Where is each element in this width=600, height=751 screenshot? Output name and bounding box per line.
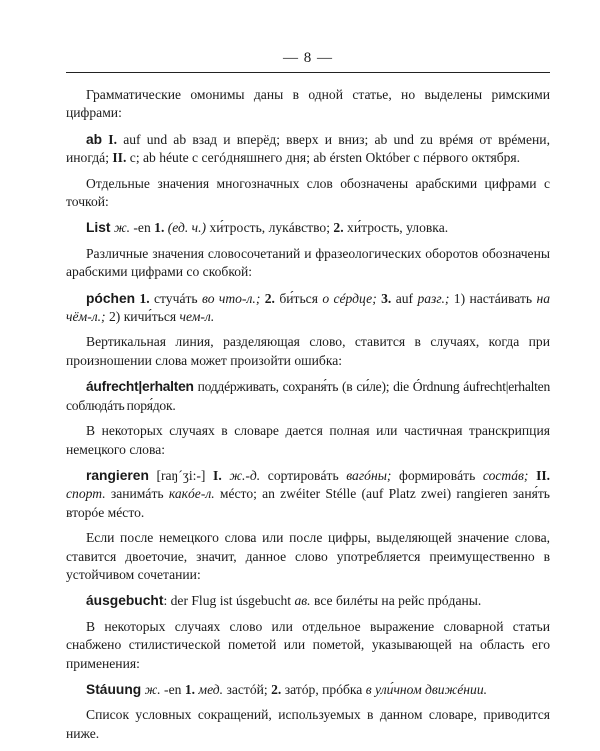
sense-text: мéсто; an zwéiter Stélle (auf Platz zwei) rangieren заня́ть вторóе мéсто. <box>66 486 551 520</box>
headword: ab <box>86 131 103 147</box>
example-rangieren <box>66 467 550 522</box>
headword: List <box>86 220 111 236</box>
header-rule <box>66 72 550 73</box>
sense-number: 2. <box>333 220 344 236</box>
paragraph-transcription: В некоторых случаях в словаре дается полная или частичная транскрипция немецкого слова: <box>66 423 550 457</box>
example-stauung <box>66 681 550 699</box>
gender-mark: ж. <box>144 681 161 697</box>
sense-number: 1. <box>154 220 165 236</box>
sense-text: auf <box>395 290 414 306</box>
page-number: — 8 — <box>283 50 333 66</box>
sense-text: стучáть <box>154 290 198 306</box>
sense-text: : der Flug ist úsgebucht <box>163 593 292 609</box>
example-ab <box>66 131 550 168</box>
headword: rangieren <box>86 467 149 483</box>
example-aufrecht <box>66 378 550 415</box>
usage-mark: ж.-д. <box>229 467 261 483</box>
sense-text: би́ться <box>279 290 318 306</box>
usage-mark: вагóны; <box>346 467 392 483</box>
plural-ending: -en <box>133 220 151 236</box>
sense-text: сортировáть <box>267 467 339 483</box>
headword: póchen <box>86 290 136 306</box>
usage-mark: во что-л.; <box>202 290 261 306</box>
usage-mark: разг.; <box>417 290 450 306</box>
sense-text: хи́трость, лукáвство; <box>209 220 330 236</box>
sense-text: формировáть <box>399 467 476 483</box>
usage-mark: мед. <box>198 681 224 697</box>
example-list <box>66 219 550 237</box>
headword: áufrecht|erhalten <box>86 379 194 395</box>
paragraph-phrase-numbers: Различные значения словосочетаний и фразеологических оборотов обозначены арабскими цифрами со скобкой: <box>66 245 550 280</box>
headword: áusgebucht <box>86 593 164 609</box>
paragraph-stylistic-marks: В некоторых случаях слово или отдельное выражение словарной статьи снабжено стилистической пометой или пометой, указывающей на область его применения: <box>66 618 550 671</box>
example-ausgebucht <box>66 592 550 610</box>
usage-mark: чем-л. <box>179 309 215 325</box>
roman-numeral: I. <box>213 467 222 483</box>
paragraph-colon: Если после немецкого слова или после цифры, выделяющей значение слова, ставится двоеточие, значит, данное слово употребляется преимущественно в устойчивом сочетании: <box>66 530 550 582</box>
sense-number: 1. <box>139 290 150 306</box>
sense-text: поддéрживать, сохраня́ть (в си́ле); die Órdnung áufrecht|erhalten соблюдáть поря́док. <box>66 379 550 413</box>
sense-number: 3. <box>381 290 392 306</box>
usage-mark: в ули́чном движéнии. <box>365 681 488 697</box>
roman-numeral: II. <box>536 467 551 483</box>
sense-text: с; ab héute с сегóдняшнего дня; ab érsten Október с пéрвого октября. <box>129 150 521 166</box>
usage-mark: (ед. ч.) <box>167 220 207 236</box>
sense-number: 1. <box>184 681 196 697</box>
paragraph-abbreviations: Список условных сокращений, используемых в данном словаре, приводится ниже. <box>66 707 550 741</box>
usage-mark: спорт. <box>66 486 106 502</box>
sense-text: занимáть <box>110 486 164 502</box>
example-pochen <box>66 290 550 327</box>
paragraph-vertical-line: Вертикальная линия, разделяющая слово, ставится в случаях, когда при произношении слова может произойти ошибка: <box>66 334 550 368</box>
sense-number: 2. <box>271 681 282 697</box>
usage-mark: состáв; <box>482 467 529 483</box>
usage-mark: какóе-л. <box>168 486 215 502</box>
page-content <box>66 86 550 751</box>
gender-mark: ж. <box>113 220 130 236</box>
sense-text: auf und ab взад и вперёд; вверх и вниз; ab und zu врéмя от врéмени, иногдá; <box>66 131 550 166</box>
plural-ending: -en <box>164 681 182 697</box>
paragraph-homonyms: Грамматические омонимы даны в одной статье, но выделены римскими цифрами: <box>66 87 550 121</box>
sense-text: 2) кичи́ться <box>108 309 177 325</box>
usage-mark: на чём-л.; <box>66 290 551 325</box>
sense-text: застóй; <box>226 681 268 697</box>
transcription: [raŋ´ʒi:-] <box>156 467 206 483</box>
usage-mark: о сéрдце; <box>322 290 377 306</box>
headword: Stáuung <box>86 681 142 697</box>
roman-numeral: II. <box>112 150 127 166</box>
sense-text: 1) настáивать <box>453 290 533 306</box>
sense-number: 2. <box>264 290 275 306</box>
sense-text: хи́трость, уловка. <box>347 220 449 236</box>
paragraph-arabic-numerals: Отдельные значения многозначных слов обозначены арабскими цифрами с точкой: <box>66 175 550 210</box>
sense-text: затóр, прóбка <box>284 681 363 697</box>
roman-numeral: I. <box>108 131 117 147</box>
usage-mark: ав. <box>294 593 311 609</box>
sense-text: все билéты на рейс прóданы. <box>313 593 482 609</box>
